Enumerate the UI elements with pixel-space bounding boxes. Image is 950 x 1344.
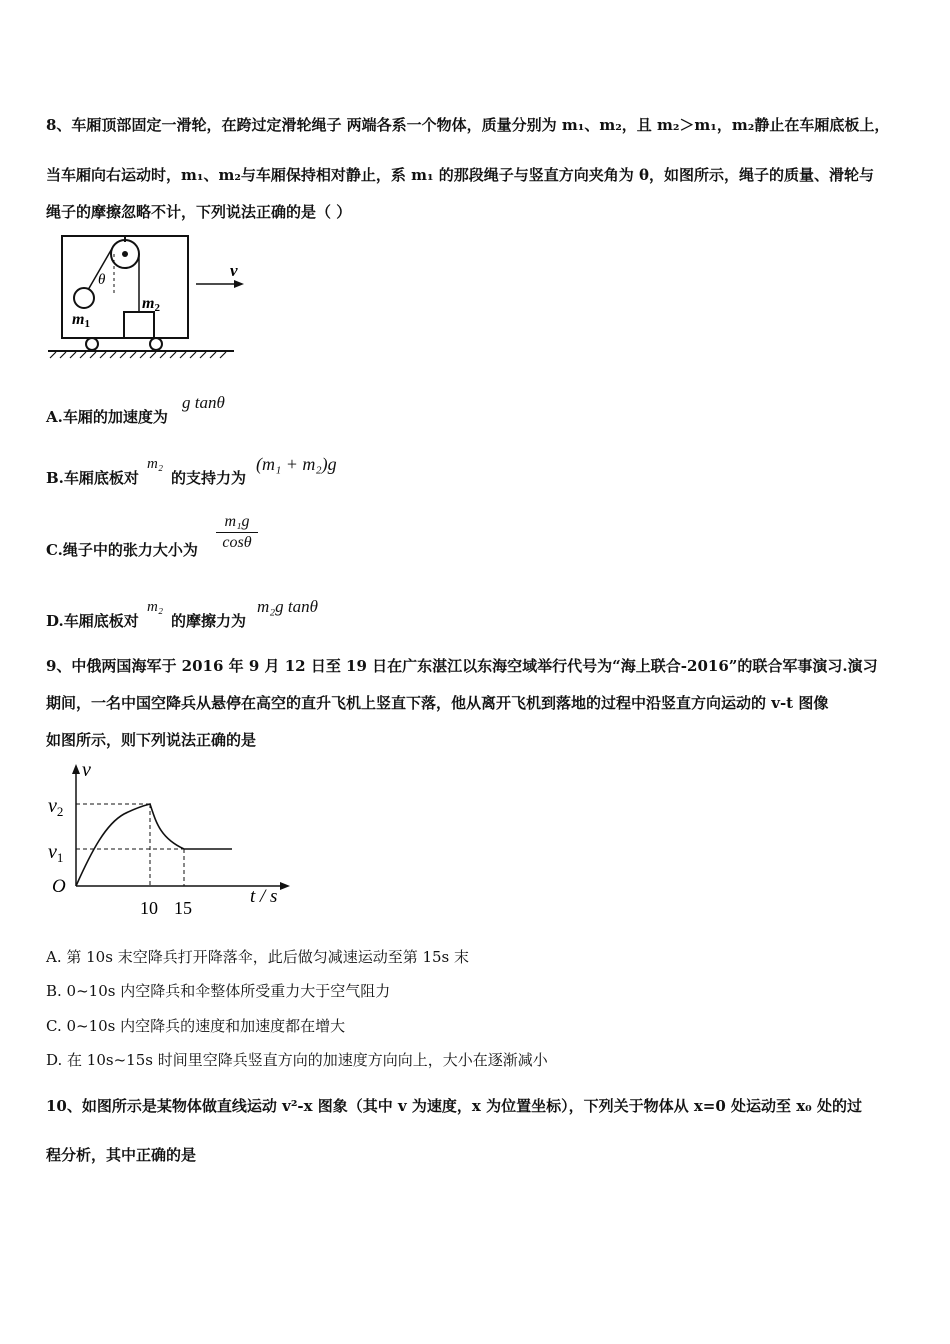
fraction-denominator: cosθ xyxy=(222,534,252,551)
mass-m2 xyxy=(124,312,154,338)
q9-option-c-text: C. 0~10s 内空降兵的速度和加速度都在增大 xyxy=(46,1017,346,1035)
t1-tick-label: 10 xyxy=(140,898,158,918)
q9-line-2: 期间，一名中国空降兵从悬停在高空的直升飞机上竖直下落，他从离开飞机到落地的过程中沿竖直方向运动的 v-t 图像 xyxy=(46,694,829,712)
q8-option-a-formula: g tanθ xyxy=(182,393,225,412)
q8-option-b-text: B.车厢底板对 xyxy=(46,469,139,487)
q8-option-d-text: D.车厢底板对 xyxy=(46,612,139,630)
fraction-numerator: m₁g xyxy=(216,512,258,533)
t2-tick-label: 15 xyxy=(174,898,192,918)
q8-line-3: 绳子的摩擦忽略不计，下列说法正确的是（ ） xyxy=(46,203,352,221)
q9-line-3: 如图所示，则下列说法正确的是 xyxy=(46,731,257,749)
q8-option-d[interactable] xyxy=(46,610,139,631)
mass-m1 xyxy=(74,288,94,308)
q9-vt-graph xyxy=(44,760,294,920)
q9-option-a-text: A. 第 10s 末空降兵打开降落伞，此后做匀减速运动至第 15s 末 xyxy=(46,948,470,966)
v2-label: $v_2$ xyxy=(48,795,64,819)
angle-label: θ xyxy=(98,272,106,288)
q8-option-c-fraction xyxy=(216,512,258,553)
velocity-curve xyxy=(76,804,232,886)
q9-option-b[interactable] xyxy=(46,980,390,1001)
q8-line-1: 8、车厢顶部固定一滑轮，在跨过定滑轮绳子 两端各系一个物体，质量分别为 m₁、m₂，且 m₂＞m₁，m₂静止在车厢底板上， xyxy=(46,116,890,134)
q8-option-a-text: A.车厢的加速度为 xyxy=(46,408,168,426)
q8-option-d-formula: m₂g tanθ xyxy=(257,597,319,616)
q10-line-2: 程分析，其中正确的是 xyxy=(46,1146,197,1164)
velocity-label: v xyxy=(230,261,238,280)
q8-option-b-text2: 的支持力为 xyxy=(171,469,247,487)
q8-option-a[interactable] xyxy=(46,406,168,427)
q8-option-b-text2-wrap xyxy=(171,467,246,488)
q8-line-2: 当车厢向右运动时，m₁、m₂与车厢保持相对静止，系 m₁ 的那段绳子与竖直方向夹角为 θ，如图所示，绳子的质量、滑轮与 xyxy=(46,166,875,184)
q9-option-d[interactable] xyxy=(46,1049,548,1070)
q10-line-1: 10、如图所示是某物体做直线运动 v²-x 图象（其中 v 为速度，x 为位置坐标），下列关于物体从 x=0 处运动至 x₀ 处的过 xyxy=(46,1097,862,1115)
q8-option-c[interactable] xyxy=(46,539,198,560)
q8-option-d-m2: m₂ xyxy=(147,599,164,615)
q8-option-b-m2: m₂ xyxy=(147,456,164,472)
q8-option-c-text: C.绳子中的张力大小为 xyxy=(46,541,198,559)
origin-label: O xyxy=(52,876,66,897)
q8-option-b-formula: (m₁ + m₂)g xyxy=(256,454,337,474)
wheel-right xyxy=(150,338,162,350)
q8-option-d-text2: 的摩擦力为 xyxy=(171,612,247,630)
q8-option-d-text2-wrap xyxy=(171,610,246,631)
q9-option-b-text: B. 0~10s 内空降兵和伞整体所受重力大于空气阻力 xyxy=(46,982,391,1000)
ground-hatch xyxy=(50,352,226,358)
q9-option-d-text: D. 在 10s~15s 时间里空降兵竖直方向的加速度方向向上，大小在逐渐减小 xyxy=(46,1051,548,1069)
m2-label: m2 xyxy=(142,295,160,314)
x-axis-label: t / s xyxy=(250,886,278,907)
q9-option-c[interactable] xyxy=(46,1015,345,1036)
q8-train-car-diagram xyxy=(44,232,244,362)
y-axis-label: v xyxy=(82,760,91,781)
v1-label: $v_1$ xyxy=(48,841,64,865)
q9-option-a[interactable] xyxy=(46,946,469,967)
pulley-axle xyxy=(122,251,128,257)
wheel-left xyxy=(86,338,98,350)
m1-label: m1 xyxy=(72,311,90,330)
q8-option-b[interactable] xyxy=(46,467,139,488)
q9-line-1: 9、中俄两国海军于 2016 年 9 月 12 日至 19 日在广东湛江以东海空域举行代号为“海上联合-2016”的联合军事演习.演习 xyxy=(46,657,878,675)
